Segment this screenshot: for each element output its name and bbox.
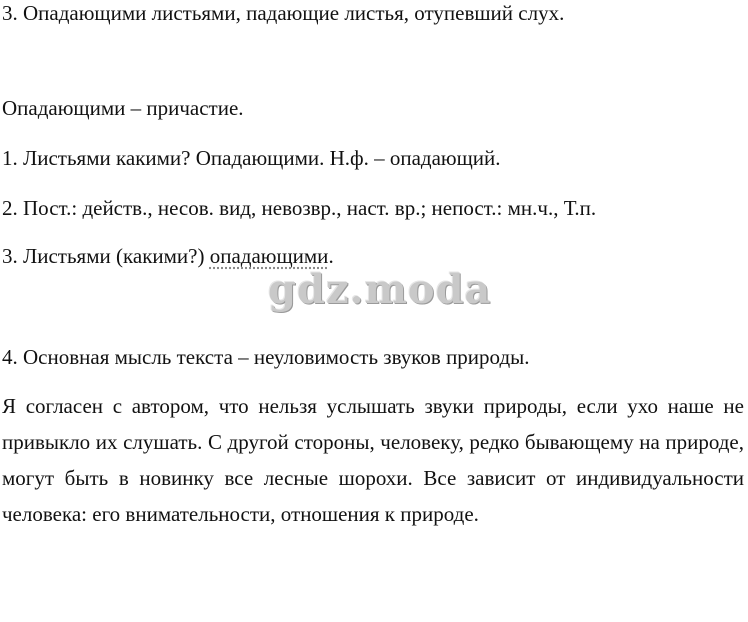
analysis-title: Опадающими – причастие.: [2, 96, 244, 120]
analysis-step-1: 1. Листьями какими? Опадающими. Н.ф. – опадающий.: [2, 146, 501, 170]
step-3-prefix: 3. Листьями (какими?): [2, 244, 210, 268]
opinion-paragraph: Я согласен с автором, что нельзя услышать звуки природы, если ухо наше не привыкло их слушать. С другой стороны, человеку, редко бывающему на природе, могут быть в новинку все лесные шорохи. Все зависит от индивидуальности человека: его внимательности, отношения к природе.: [2, 394, 744, 526]
step-3-underlined-word: опадающими: [209, 244, 329, 268]
header-line: 3. Опадающими листьями, падающие листья, отупевший слух.: [2, 1, 565, 25]
main-idea-line: 4. Основная мысль текста – неуловимость звуков природы.: [2, 345, 530, 369]
step-3-suffix: .: [328, 244, 334, 268]
analysis-step-2: 2. Пост.: действ., несов. вид, невозвр., наст. вр.; непост.: мн.ч., Т.п.: [2, 196, 597, 220]
watermark-logo: gdz.moda: [268, 266, 492, 313]
